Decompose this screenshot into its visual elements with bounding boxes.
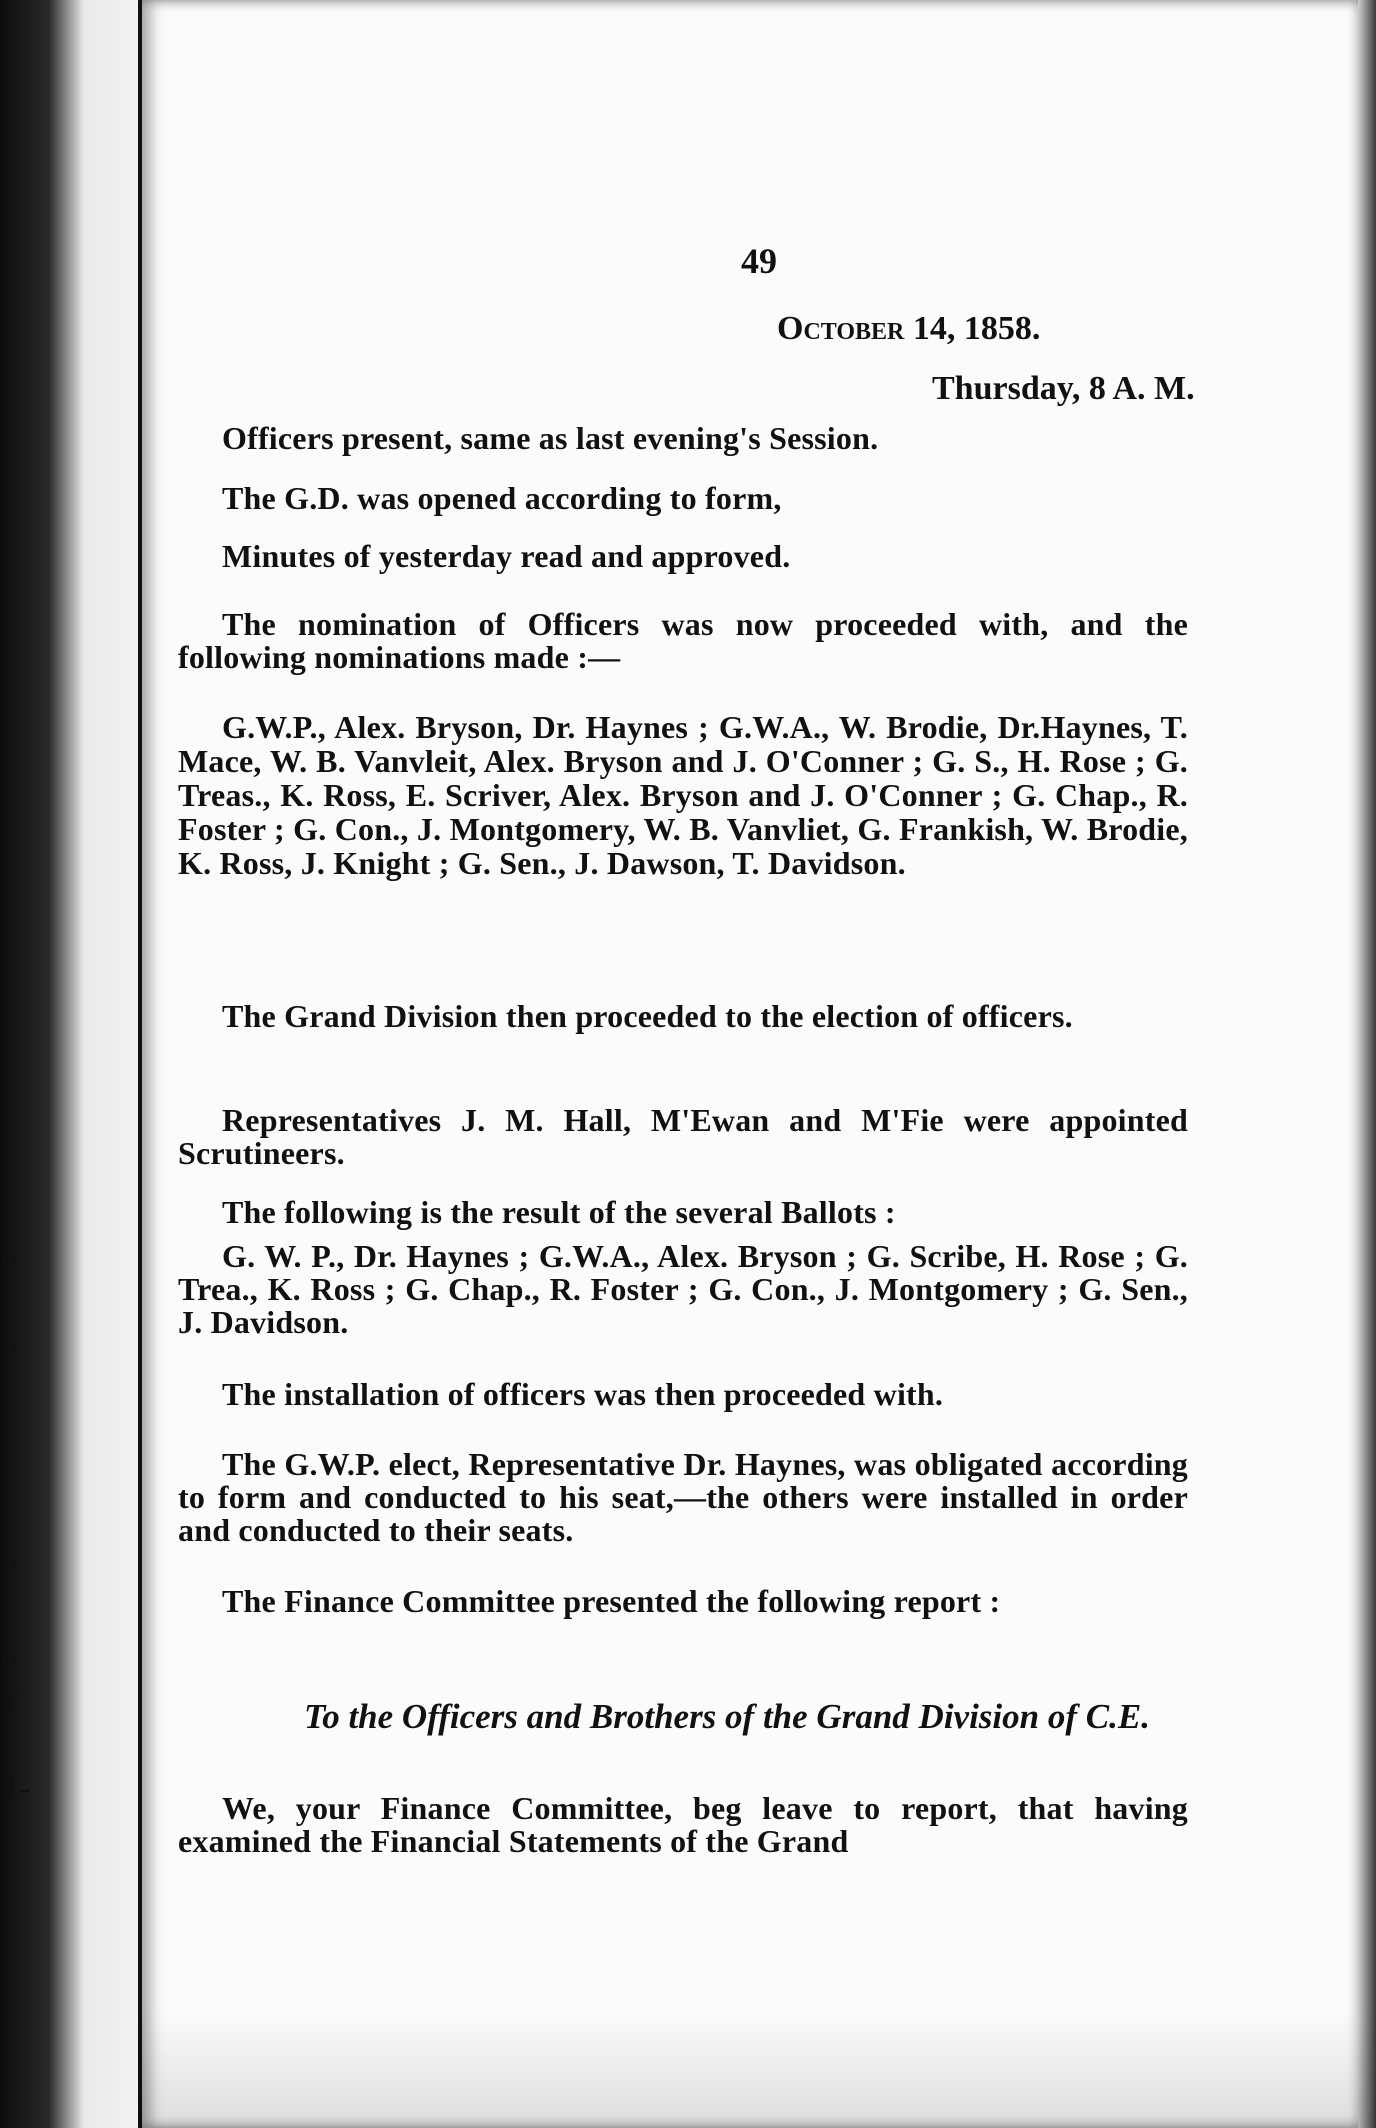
time-heading: Thursday, 8 A. M. xyxy=(932,370,1195,407)
margin-fragment: t xyxy=(2,1510,12,1547)
paragraph-finance-committee: The Finance Committee presented the following report : xyxy=(222,1583,1001,1619)
paragraph-ballots-intro: The following is the result of the several Ballots : xyxy=(222,1194,896,1230)
margin-fragment: e xyxy=(2,1545,18,1582)
paragraph-gwp-elect: The G.W.P. elect, Representative Dr. Haynes, was obligated according to form and conducted to his seat,—the others were installed in order and conducted to their seats. xyxy=(178,1446,1188,1548)
book-page xyxy=(138,0,1362,2128)
paragraph-officers-present: Officers present, same as last evening's Session. xyxy=(222,420,879,456)
page-edge xyxy=(1358,0,1376,2128)
margin-fragment: l xyxy=(2,1425,12,1462)
margin-fragment: 1- xyxy=(2,1770,31,1807)
margin-fragment: e xyxy=(2,1240,18,1277)
paragraph-installation: The installation of officers was then proceeded with. xyxy=(222,1376,944,1412)
margin-fragment: e xyxy=(2,1330,18,1367)
report-heading: To the Officers and Brothers of the Grand Division of C.E. xyxy=(304,1697,1150,1736)
facing-page-margin xyxy=(0,0,140,2128)
paragraph-election: The Grand Division then proceeded to the election of officers. xyxy=(222,998,1073,1034)
date-heading: October 14, 1858. xyxy=(777,310,1041,347)
paragraph-scrutineers: Representatives J. M. Hall, M'Ewan and M'Fie were appointed Scrutineers. xyxy=(178,1102,1188,1171)
margin-fragment: y xyxy=(2,1680,19,1717)
paragraph-ballots-result: G. W. P., Dr. Haynes ; G.W.A., Alex. Bryson ; G. Scribe, H. Rose ; G. Trea., K. Ross ; G. Chap., R. Foster ; G. Con., J. Montgomery ; G. Sen., J. Davidson. xyxy=(178,1238,1188,1340)
paragraph-gd-opened: The G.D. was opened according to form, xyxy=(222,480,782,516)
page-number: 49 xyxy=(741,241,777,281)
paragraph-minutes: Minutes of yesterday read and approved. xyxy=(222,538,791,574)
paragraph-nomination: The nomination of Officers was now proceeded with, and the following nominations made :— xyxy=(178,606,1188,675)
page-shadow xyxy=(138,2008,1376,2128)
paragraph-report-body: We, your Finance Committee, beg leave to report, that having examined the Financial Statements of the Grand xyxy=(178,1790,1188,1859)
margin-fragment: e xyxy=(2,1640,18,1677)
paragraph-nominations-list: G.W.P., Alex. Bryson, Dr. Haynes ; G.W.A., W. Brodie, Dr.Haynes, T. Mace, W. B. Vanvleit, Alex. Bryson and J. O'Conner ; G. S., H. Rose ; G. Treas., K. Ross, E. Scriver, Alex. Bryson and J. O'Conner ; G. Chap., R. Foster ; G. Con., J. Montgomery, W. B. Vanvliet, G. Frankish, W. Brodie, K. Ross, J. Knight ; G. Sen., J. Dawson, T. Davidson. xyxy=(178,709,1188,881)
